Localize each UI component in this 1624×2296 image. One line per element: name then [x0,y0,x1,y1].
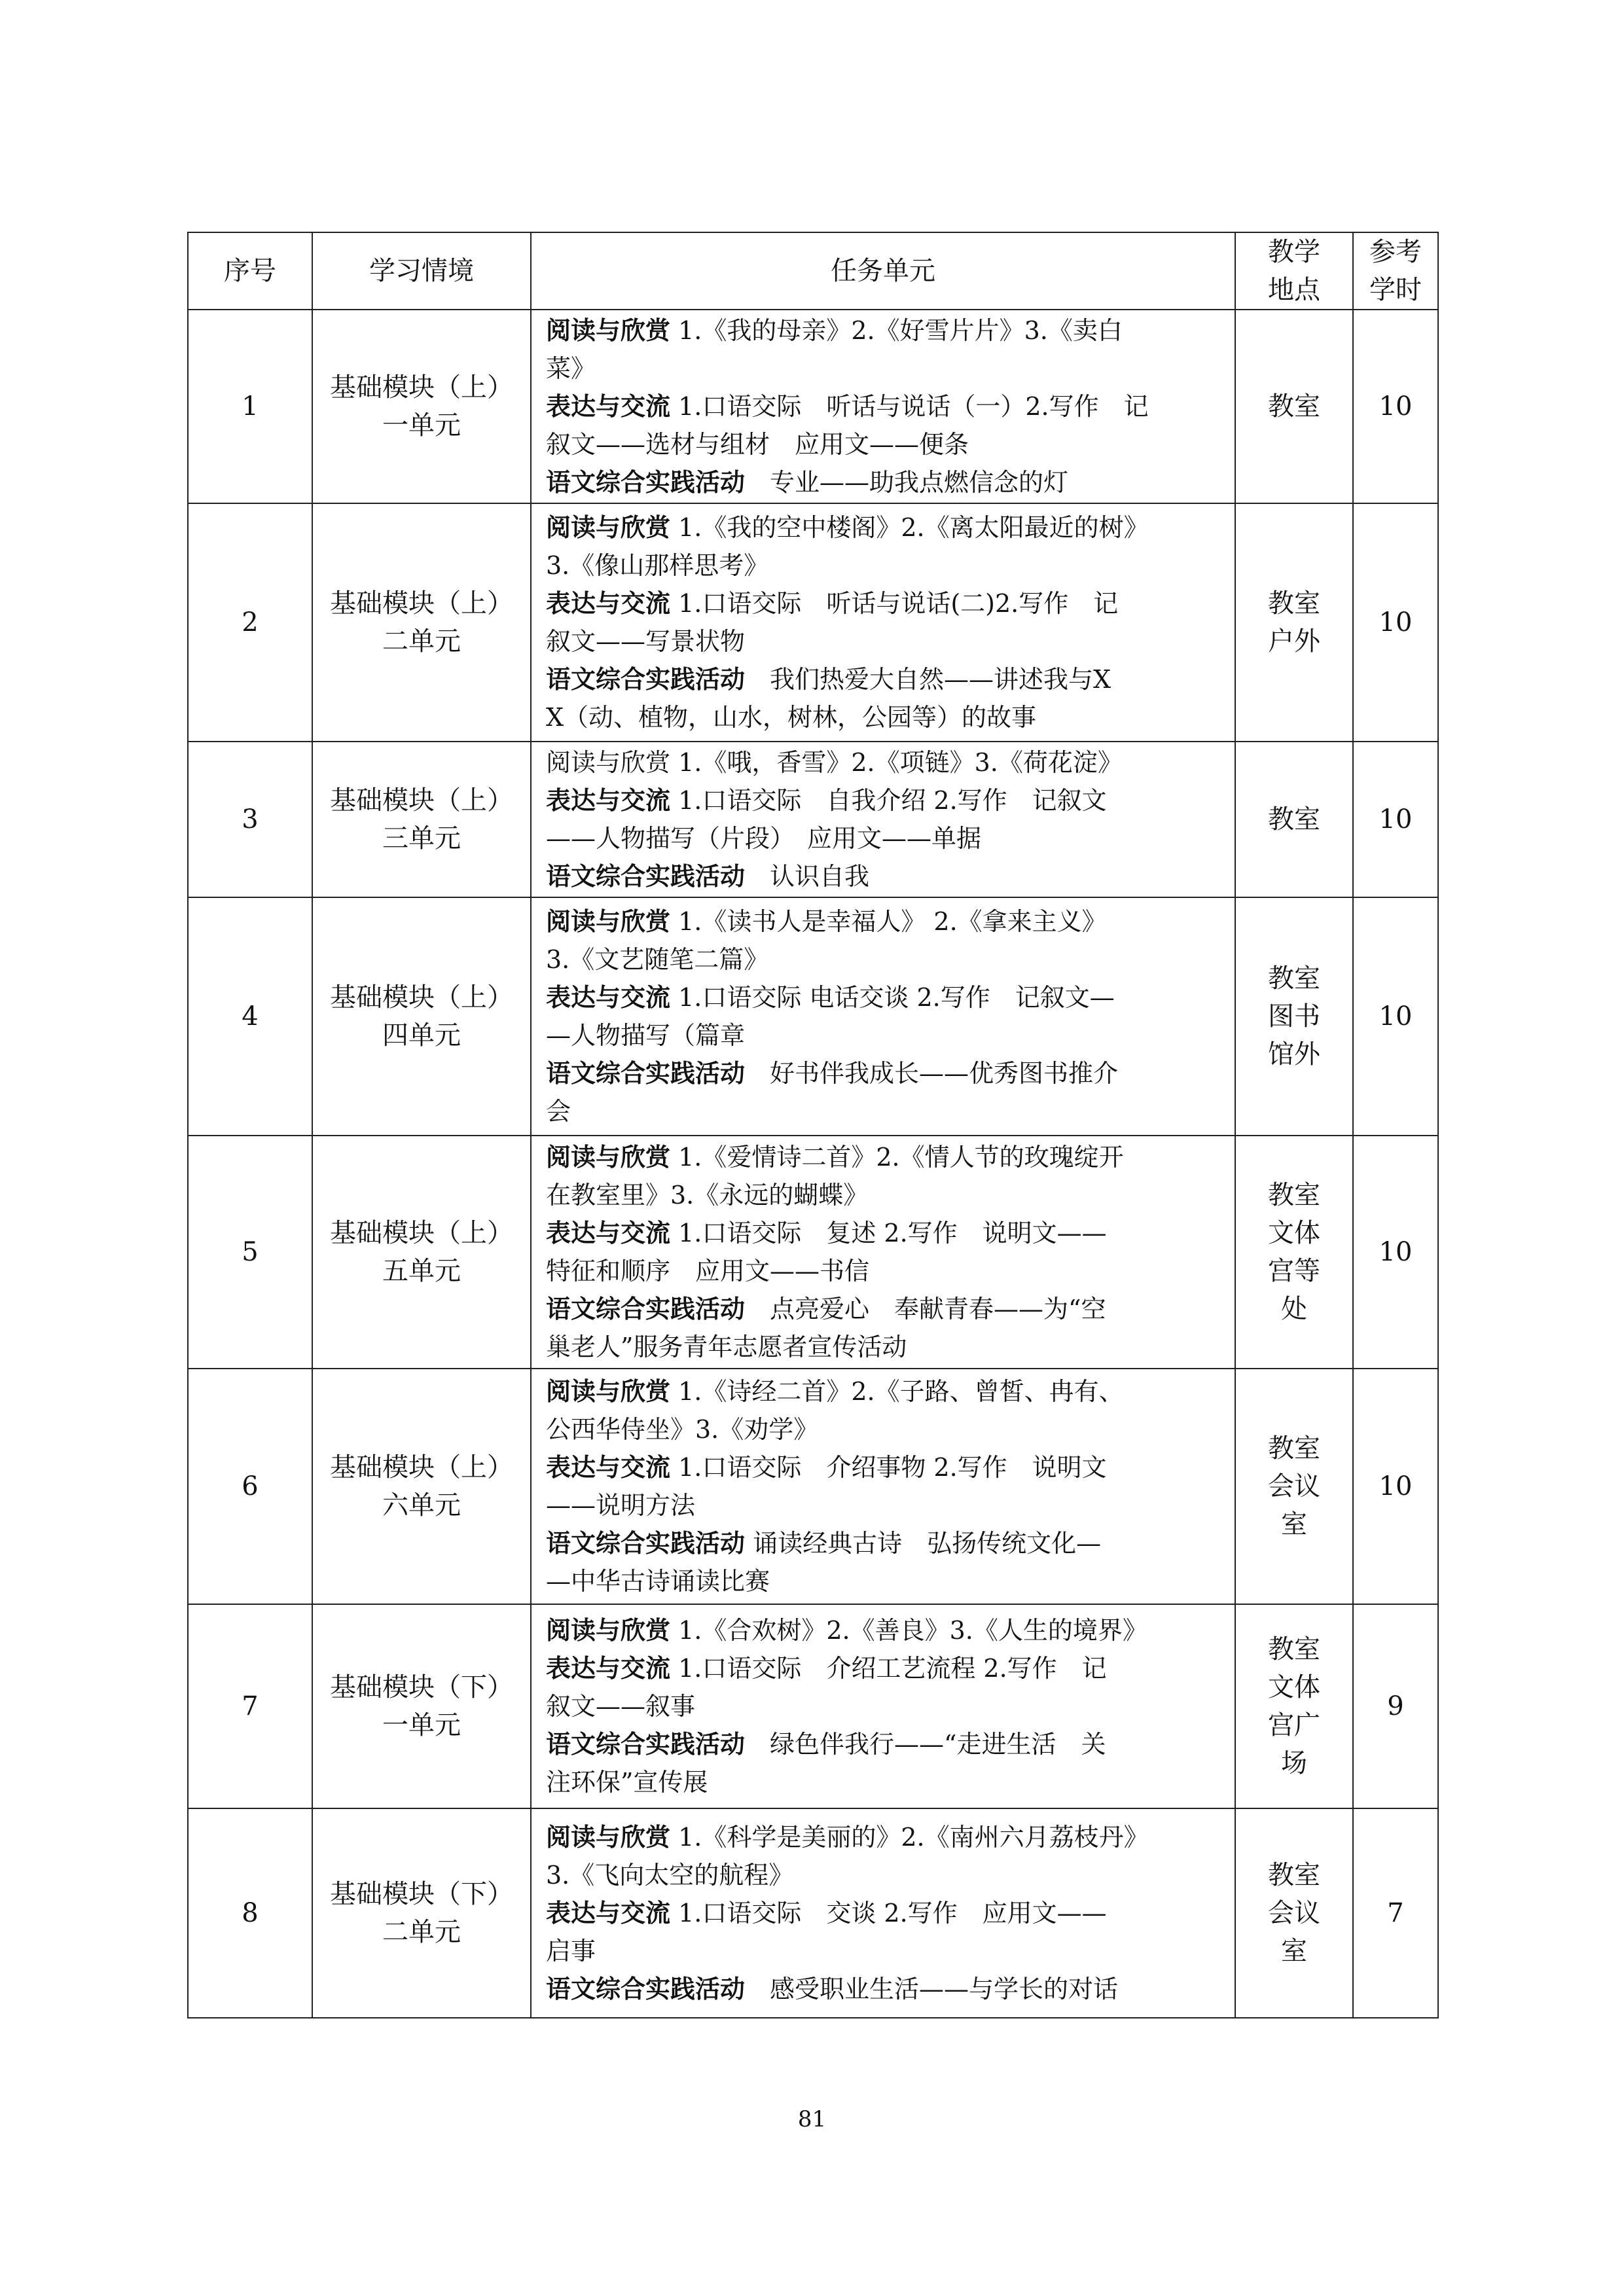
task-line-text: —中华古诗诵读比赛 [546,1567,770,1596]
cell-location-text: 教室 会议 室 [1268,1860,1320,1966]
cell-task [531,310,1235,503]
cell-task [531,1369,1235,1604]
task-line-text: 注环保”宣传展 [546,1768,708,1797]
task-section-label: 表达与交流 [546,1654,671,1683]
task-line [546,1856,1224,1894]
task-line-text: 1.《读书人是幸福人》 2.《拿来主义》 [670,907,1107,936]
header-hours-text: 参考 学时 [1369,237,1422,305]
page-number: 81 [797,2106,827,2132]
cell-hours: 10 [1353,503,1438,742]
task-line [546,584,1224,622]
task-line-text: 叙文——写景状物 [546,627,746,656]
cell-location-text: 教室 会议 室 [1268,1433,1320,1539]
cell-seq: 2 [188,503,312,742]
task-line-text: 叙文——叙事 [546,1692,696,1721]
cell-location [1235,1604,1353,1808]
cell-situation-text: 基础模块（上） 三单元 [330,785,513,853]
task-line-text: ——人物描写（片段） 应用文——单据 [546,824,982,853]
cell-task [531,1604,1235,1808]
table-row [188,503,1438,742]
task-line-text: 1.口语交际 听话与说话（一）2.写作 记 [670,392,1149,421]
task-line [546,819,1224,857]
task-section-label: 语文综合实践活动 [546,1730,746,1759]
task-line-text: 巢老人”服务青年志愿者宣传活动 [546,1333,907,1361]
table-row [188,897,1438,1136]
task-section-label: 表达与交流 [546,786,671,815]
task-line [546,350,1224,387]
task-section-label: 语文综合实践活动 [546,1059,746,1088]
cell-location-text: 教室 [1268,391,1320,422]
task-line-text: 好书伴我成长——优秀图书推介 [745,1059,1119,1088]
header-location [1235,232,1353,310]
task-line-text: 1.口语交际 交谈 2.写作 应用文—— [670,1899,1107,1928]
task-section-label: 阅读与欣赏 [546,1143,671,1172]
cell-seq: 4 [188,897,312,1136]
task-section-label: 表达与交流 [546,392,671,421]
task-line [546,1092,1224,1130]
task-line [546,1562,1224,1600]
task-section-label: 阅读与欣赏 [546,907,671,936]
task-line-text: ——说明方法 [546,1491,696,1520]
cell-situation [312,742,531,897]
cell-situation-text: 基础模块（上） 四单元 [330,982,513,1050]
table-row [188,1369,1438,1604]
task-line-text: 1.《科学是美丽的》2.《南州六月荔枝丹》 [670,1823,1149,1852]
task-line-text: 菜》 [546,354,596,383]
task-line-text: 启事 [546,1937,596,1965]
task-section-label: 阅读与欣赏 [546,316,671,345]
task-section-label: 阅读与欣赏 [546,1377,671,1406]
task-line [546,1290,1224,1328]
task-line-text: 1.口语交际 电话交谈 2.写作 记叙文— [670,983,1115,1012]
cell-seq: 5 [188,1136,312,1369]
cell-situation-text: 基础模块（上） 二单元 [330,588,513,656]
task-line [546,1725,1224,1763]
task-line [546,1372,1224,1410]
task-section-label: 阅读与欣赏 [546,513,671,542]
cell-hours: 10 [1353,310,1438,503]
task-line [546,387,1224,425]
task-line [546,1649,1224,1687]
task-line-text: 1.口语交际 介绍事物 2.写作 说明文 [670,1453,1107,1482]
table-row [188,742,1438,897]
task-line-text: 1.《爱情诗二首》2.《情人节的玫瑰绽开 [670,1143,1124,1172]
table-row [188,310,1438,503]
task-line [546,1818,1224,1856]
cell-location-text: 教室 [1268,804,1320,834]
task-line-text: 会 [546,1097,571,1126]
task-line [546,1687,1224,1725]
task-line [546,425,1224,463]
cell-location [1235,1808,1353,2018]
cell-hours: 10 [1353,1136,1438,1369]
cell-situation-text: 基础模块（上） 五单元 [330,1218,513,1286]
task-line [546,547,1224,584]
table-row [188,1808,1438,2018]
task-line [546,978,1224,1016]
task-line [546,1016,1224,1054]
task-line-text: 1.口语交际 自我介绍 2.写作 记叙文 [670,786,1107,815]
task-section-label: 表达与交流 [546,589,671,618]
cell-location [1235,310,1353,503]
header-location-text: 教学 地点 [1268,237,1320,305]
task-line-text: 1.《我的母亲》2.《好雪片片》3.《卖白 [670,316,1123,345]
task-line [546,857,1224,895]
cell-situation-text: 基础模块（下） 一单元 [330,1672,513,1740]
task-line [546,941,1224,978]
cell-seq: 7 [188,1604,312,1808]
task-line-text: 绿色伴我行——“走进生活 关 [745,1730,1106,1759]
task-line [546,312,1224,350]
task-line [546,660,1224,698]
cell-situation-text: 基础模块（上） 一单元 [330,372,513,440]
task-line-text: 叙文——选材与组材 应用文——便条 [546,430,969,459]
task-section-label: 语文综合实践活动 [546,1529,746,1558]
cell-location [1235,1369,1353,1604]
cell-situation [312,310,531,503]
task-section-label: 表达与交流 [546,983,671,1012]
task-line [546,1328,1224,1366]
task-line-text: 诵读经典古诗 弘扬传统文化— [745,1529,1102,1558]
task-line-text: 1.口语交际 复述 2.写作 说明文—— [670,1219,1107,1247]
task-line-text: 专业——助我点燃信念的灯 [745,468,1069,497]
task-line-text: 3.《飞向太空的航程》 [546,1861,794,1890]
cell-situation-text: 基础模块（上） 六单元 [330,1452,513,1520]
task-line [546,903,1224,941]
header-situation: 学习情境 [312,232,531,310]
task-line-text: 我们热爱大自然——讲述我与X [745,665,1111,694]
task-line [546,1448,1224,1486]
task-section-label: 表达与交流 [546,1219,671,1247]
task-line [546,463,1224,501]
task-line-text: 3.《文艺随笔二篇》 [546,945,769,974]
cell-situation [312,1136,531,1369]
task-line-text: 公西华侍坐》3.《劝学》 [546,1415,819,1444]
cell-situation [312,1808,531,2018]
task-line [546,1611,1224,1649]
task-line [546,1176,1224,1214]
task-line-text: 认识自我 [745,862,870,891]
cell-seq: 1 [188,310,312,503]
task-section-label: 语文综合实践活动 [546,1975,746,2003]
cell-location [1235,897,1353,1136]
task-line [546,1486,1224,1524]
cell-situation [312,1369,531,1604]
task-section-label: 表达与交流 [546,1453,671,1482]
task-line [546,1410,1224,1448]
cell-hours: 10 [1353,742,1438,897]
cell-hours: 10 [1353,1369,1438,1604]
task-line-text: 感受职业生活——与学长的对话 [745,1975,1119,2003]
task-section-label: 语文综合实践活动 [546,862,746,891]
task-line-text: 点亮爱心 奉献青春——为“空 [745,1295,1106,1323]
task-line-text: X（动、植物，山水，树林，公园等）的故事 [546,703,1037,732]
cell-hours: 10 [1353,897,1438,1136]
cell-situation-text: 基础模块（下） 二单元 [330,1879,513,1947]
cell-seq: 3 [188,742,312,897]
cell-seq: 8 [188,1808,312,2018]
task-line [546,1932,1224,1970]
cell-hours: 7 [1353,1808,1438,2018]
task-section-label: 语文综合实践活动 [546,468,746,497]
cell-task [531,1136,1235,1369]
task-line [546,1138,1224,1176]
cell-location [1235,742,1353,897]
task-line-text: 1.《合欢树》2.《善良》3.《人生的境界》 [670,1616,1147,1645]
task-section-label: 阅读与欣赏 [546,1616,671,1645]
cell-location-text: 教室 图书 馆外 [1268,963,1320,1069]
task-line [546,1252,1224,1290]
header-task: 任务单元 [531,232,1235,310]
task-line [546,1214,1224,1252]
task-line-text: 阅读与欣赏 1.《哦，香雪》2.《项链》3.《荷花淀》 [546,748,1123,777]
task-line-text: 1.《我的空中楼阁》2.《离太阳最近的树》 [670,513,1149,542]
task-line [546,1054,1224,1092]
task-line [546,698,1224,736]
cell-location-text: 教室 户外 [1268,588,1320,656]
header-seq: 序号 [188,232,312,310]
task-section-label: 阅读与欣赏 [546,1823,671,1852]
task-line-text: 特征和顺序 应用文——书信 [546,1257,870,1285]
task-line [546,781,1224,819]
task-line [546,1763,1224,1801]
cell-location-text: 教室 文体 宫等 处 [1268,1180,1320,1324]
cell-hours: 9 [1353,1604,1438,1808]
cell-task [531,1808,1235,2018]
task-line-text: 1.《诗经二首》2.《子路、曾皙、冉有、 [670,1377,1124,1406]
task-section-label: 表达与交流 [546,1899,671,1928]
cell-task [531,897,1235,1136]
task-line-text: 在教室里》3.《永远的蝴蝶》 [546,1181,869,1210]
task-line [546,622,1224,660]
cell-situation [312,503,531,742]
table-header-row [188,232,1438,310]
cell-task [531,742,1235,897]
task-line-text: 1.口语交际 介绍工艺流程 2.写作 记 [670,1654,1107,1683]
cell-situation [312,1604,531,1808]
cell-task [531,503,1235,742]
cell-seq: 6 [188,1369,312,1604]
course-table [187,232,1439,2018]
cell-location [1235,1136,1353,1369]
task-line [546,1524,1224,1562]
task-line [546,509,1224,547]
task-line-text: 3.《像山那样思考》 [546,551,769,580]
table-row [188,1136,1438,1369]
header-hours [1353,232,1438,310]
task-line [546,1894,1224,1932]
task-line-text: 1.口语交际 听话与说话(二)2.写作 记 [670,589,1119,618]
table-row [188,1604,1438,1808]
cell-situation [312,897,531,1136]
task-section-label: 语文综合实践活动 [546,665,746,694]
task-section-label: 语文综合实践活动 [546,1295,746,1323]
cell-location-text: 教室 文体 宫广 场 [1268,1634,1320,1778]
task-line-text: —人物描写（篇章 [546,1021,746,1050]
task-line [546,1970,1224,2008]
cell-location [1235,503,1353,742]
task-line [546,744,1224,781]
